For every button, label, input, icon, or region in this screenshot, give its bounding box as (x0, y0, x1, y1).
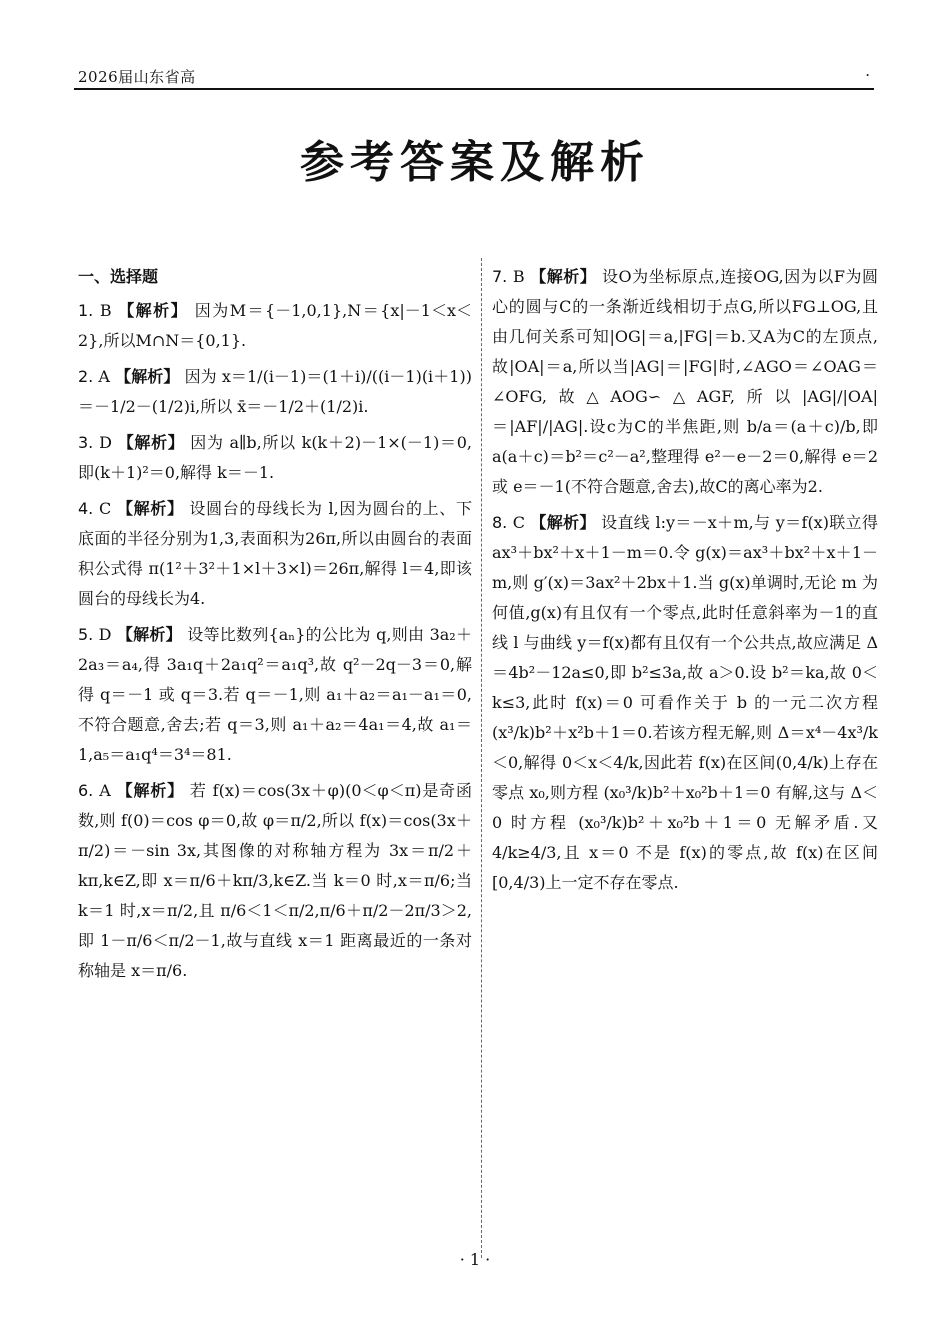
header-title: 2026届山东省高 (78, 68, 196, 86)
item-tag: 【解析】 (117, 433, 185, 452)
item-answer: C (512, 513, 525, 532)
item-text: 若 f(x)＝cos(3x＋φ)(0＜φ＜π)是奇函数,则 f(0)＝cos φ＝0,故 φ＝π/2,所以 f(x)＝cos(3x＋π/2)＝－sin 3x,其图像的对称轴方程为 3x＝π/2＋kπ,k∈Z,即 x＝π/6＋kπ/3,k∈Z.当 k＝0 时,x＝π/6;当 k＝1 时,x＝π/2,且 π/6＜1＜π/2,π/6＋π/2－2π/3＞2,即 1－π/6＜π/2－1,故与直线 x＝1 距离最近的一条对称轴是 x＝π/6. (78, 781, 472, 980)
answer-item-4 (78, 494, 472, 614)
answer-item-3 (78, 428, 472, 488)
item-tag: 【解析】 (117, 499, 184, 518)
item-answer: D (98, 625, 112, 644)
right-column (492, 262, 878, 904)
item-answer: D (99, 433, 112, 452)
item-answer: A (98, 367, 110, 386)
item-text: 设直线 l:y＝－x＋m,与 y＝f(x)联立得 ax³＋bx²＋x＋1－m＝0.令 g(x)＝ax³＋bx²＋x＋1－m,则 g′(x)＝3ax²＋2bx＋1.当 g(x)单调时,无论 m 为何值,g(x)有且仅有一个零点,此时任意斜率为－1的直线 l 与曲线 y＝f(x)都有且仅有一个公共点,故应满足 Δ＝4b²－12a≤0,即 b²≤3a,故 a＞0.设 b²＝ka,故 0＜k≤3,此时 f(x)＝0 可看作关于 b 的一元二次方程 (x³/k)b²＋x²b＋1＝0.若该方程无解,则 Δ＝x⁴－4x³/k＜0,解得 0＜x＜4/k,因此若 f(x)在区间(0,4/k)上存在零点 x₀,则方程 (x₀³/k)b²＋x₀²b＋1＝0 有解,这与 Δ＜0 时方程 (x₀³/k)b²＋x₀²b＋1＝0 无解矛盾.又 4/k≥4/3,且 x＝0 不是 f(x)的零点,故 f(x)在区间[0,4/3)上一定不存在零点. (492, 513, 878, 892)
page-title: 参考答案及解析 (300, 137, 650, 188)
column-divider (481, 258, 482, 1258)
item-text: 设圆台的母线长为 l,因为圆台的上、下底面的半径分别为1,3,表面积为26π,所以由圆台的表面积公式得 π(1²＋3²＋1×l＋3×l)＝26π,解得 l＝4,即该圆台的母线长为4. (78, 499, 472, 608)
item-tag: 【解析】 (116, 625, 182, 644)
page-number: · 1 · (459, 1250, 491, 1269)
item-number: 2. (78, 367, 94, 386)
item-answer: C (99, 499, 112, 518)
answer-item-5 (78, 620, 472, 770)
header-rule (74, 88, 874, 90)
item-tag: 【解析】 (116, 781, 184, 800)
item-number: 4. (78, 499, 94, 518)
item-number: 3. (78, 433, 94, 452)
left-column (78, 262, 472, 992)
item-text: 因为 a∥b,所以 k(k＋2)－1×(－1)＝0,即(k＋1)²＝0,解得 k＝－1. (78, 433, 472, 482)
item-text: 因为M＝{－1,0,1},N＝{x|－1＜x＜2},所以M∩N＝{0,1}. (78, 301, 472, 350)
item-text: 因为 x＝1/(i－1)＝(1＋i)/((i－1)(i＋1))＝－1/2－(1/2)i,所以 x̄＝－1/2＋(1/2)i. (78, 367, 472, 416)
item-answer: A (99, 781, 111, 800)
answer-item-2 (78, 362, 472, 422)
item-text: 设等比数列{aₙ}的公比为 q,则由 3a₂＋2a₃＝a₄,得 3a₁q＋2a₁q²＝a₁q³,故 q²－2q－3＝0,解得 q＝－1 或 q＝3.若 q＝－1,则 a₁＋a₂＝a₁－a₁＝0,不符合题意,舍去;若 q＝3,则 a₁＋a₂＝4a₁＝4,故 a₁＝1,a₅＝a₁q⁴＝3⁴＝81. (78, 625, 472, 764)
item-answer: B (512, 267, 525, 286)
item-tag: 【解析】 (118, 301, 189, 320)
answer-item-8 (492, 508, 878, 898)
item-tag: 【解析】 (530, 513, 596, 532)
answer-item-7 (492, 262, 878, 502)
item-tag: 【解析】 (115, 367, 180, 386)
item-tag: 【解析】 (530, 267, 597, 286)
header-dot: · (865, 66, 870, 84)
section-title: 一、选择题 (78, 267, 159, 286)
answer-item-6 (78, 776, 472, 986)
item-text: 设O为坐标原点,连接OG,因为以F为圆心的圆与C的一条渐近线相切于点G,所以FG⊥OG,且由几何关系可知|OG|＝a,|FG|＝b.又A为C的左顶点,故|OA|＝a,所以当|AG|＝|FG|时,∠AGO＝∠OAG＝∠OFG,故△AOG∽△AGF,所以|AG|/|OA|＝|AF|/|AG|.设c为C的半焦距,则 b/a＝(a＋c)/b,即 a(a＋c)＝b²＝c²－a²,整理得 e²－e－2＝0,解得 e＝2 或 e＝－1(不符合题意,舍去),故C的离心率为2. (492, 267, 878, 496)
item-number: 7. (492, 267, 508, 286)
item-number: 1. (78, 301, 94, 320)
item-number: 5. (78, 625, 94, 644)
item-answer: B (99, 301, 112, 320)
item-number: 8. (492, 513, 508, 532)
answer-item-1 (78, 296, 472, 356)
item-number: 6. (78, 781, 94, 800)
